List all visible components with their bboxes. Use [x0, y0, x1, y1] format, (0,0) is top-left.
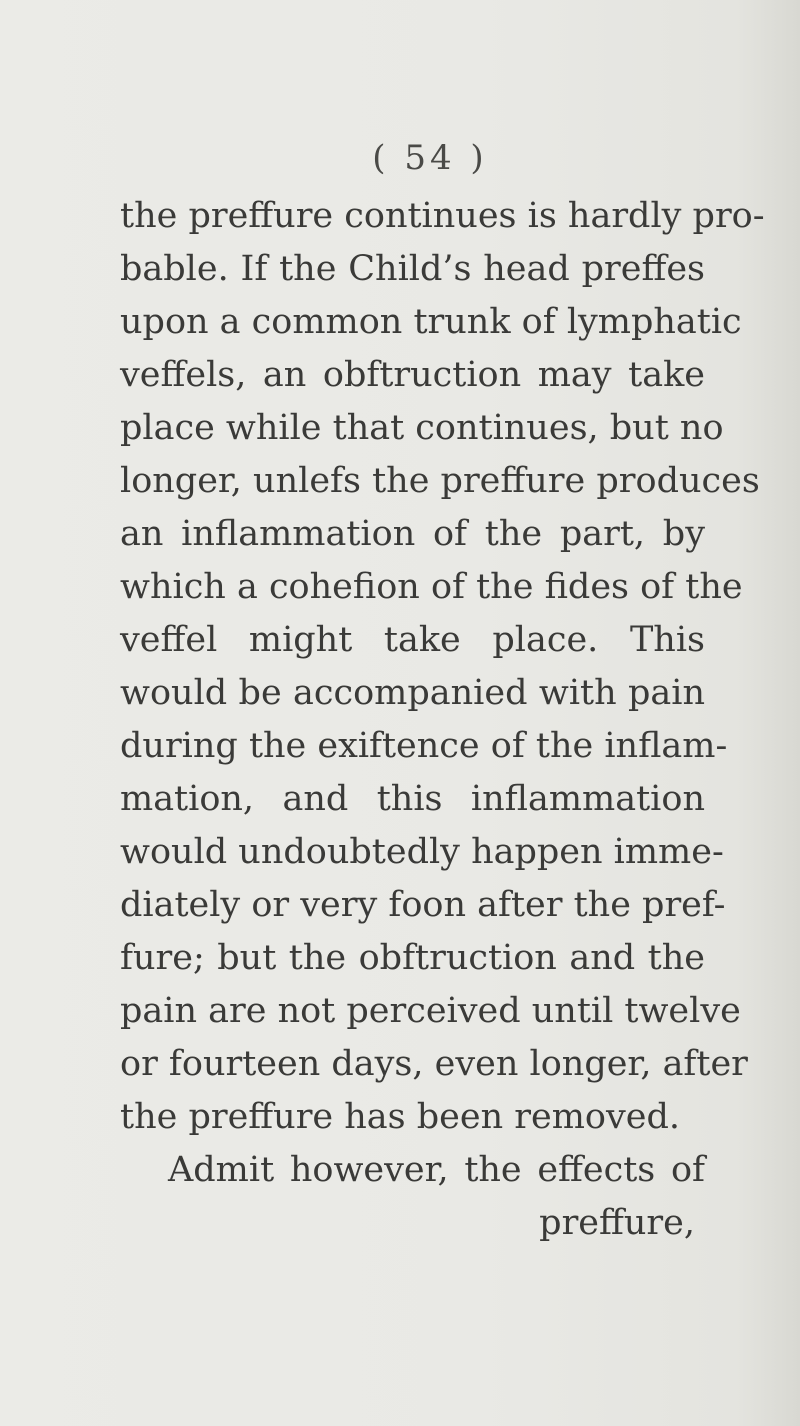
text-line: the preffure continues is hardly pro-: [120, 196, 765, 236]
text-line: veffels, an obftruction may take: [120, 355, 705, 395]
text-line: pain are not perceived until twelve: [120, 991, 741, 1031]
text-line: or fourteen days, even longer, after: [120, 1044, 748, 1084]
text-line: during the exiftence of the inflam-: [120, 726, 728, 766]
text-line: fure; but the obftruction and the: [120, 938, 705, 978]
text-line: diately or very foon after the pref-: [120, 885, 726, 925]
page-number: ( 54 ): [372, 138, 488, 178]
text-line: bable. If the Child’s head preffes: [120, 249, 705, 289]
text-line: upon a common trunk of lymphatic: [120, 302, 742, 342]
text-line: would be accompanied with pain: [120, 673, 705, 713]
catchword: preffure,: [539, 1203, 695, 1243]
text-line-paragraph-end: the preffure has been removed.: [120, 1097, 680, 1137]
text-line: place while that continues, but no: [120, 408, 724, 448]
text-line-paragraph-start: Admit however, the effects of: [168, 1150, 705, 1190]
text-line: longer, unlefs the preffure produces: [120, 461, 760, 501]
text-line: an inflammation of the part, by: [120, 514, 705, 554]
text-line: which a cohefion of the fides of the: [120, 567, 743, 607]
text-line: veffel might take place. This: [120, 620, 705, 660]
body-text: [120, 190, 765, 1250]
text-line: would undoubtedly happen imme-: [120, 832, 724, 872]
text-line: mation, and this inflammation: [120, 779, 705, 819]
